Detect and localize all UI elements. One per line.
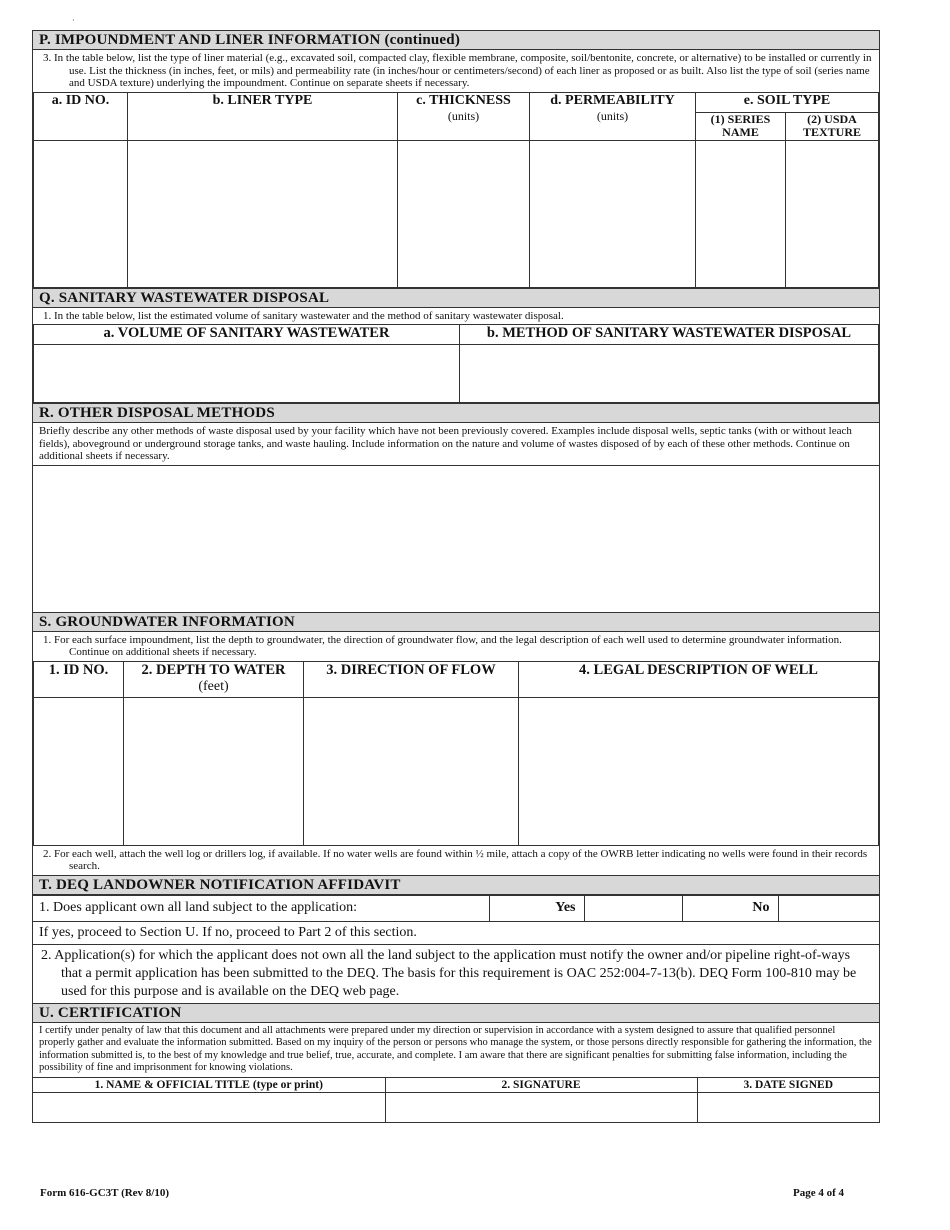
section-t-title: T. DEQ LANDOWNER NOTIFICATION AFFIDAVIT [33, 875, 879, 895]
yes-label: Yes [489, 895, 584, 921]
col-signature: 2. SIGNATURE [385, 1077, 697, 1092]
col-thickness [398, 92, 530, 140]
col-id-no: a. ID NO. [34, 92, 128, 140]
landowner-table [33, 895, 879, 922]
liner-permeability-cell[interactable] [530, 140, 696, 287]
section-t-part2: 2. Application(s) for which the applicant does not own all the land subject to the application must notify the owner and/or pipeline right-of-ways that a permit application has been submitted to the DEQ. The basis for this requirement is OAC 252:004-7-13(b). DEQ Form 100-810 may be used for this purpose and is available on the DEQ web page. [41, 947, 857, 999]
groundwater-row [34, 697, 879, 845]
col-liner-type: b. LINER TYPE [128, 92, 398, 140]
date-signed-field[interactable] [697, 1092, 879, 1122]
section-q-title: Q. SANITARY WASTEWATER DISPOSAL [33, 288, 879, 308]
sanitary-table [33, 324, 879, 403]
soil-texture-cell[interactable] [786, 140, 879, 287]
signature-field[interactable] [385, 1092, 697, 1122]
gw-depth-cell[interactable] [124, 697, 304, 845]
scan-mark: · [72, 16, 75, 25]
section-s-instruction: 1. For each surface impoundment, list the depth to groundwater, the direction of groundwater flow, and the legal description of each well used to determine groundwater information. Continue on additional sheets if necessary. [43, 633, 842, 658]
col-depth [124, 661, 304, 697]
col-depth-units: (feet) [198, 678, 229, 694]
section-q-instruction: 1. In the table below, list the estimated volume of sanitary wastewater and the method of sanitary wastewater disposal. [43, 309, 564, 322]
certification-table [33, 1077, 879, 1123]
section-s-title: S. GROUNDWATER INFORMATION [33, 612, 879, 632]
section-p-title: P. IMPOUNDMENT AND LINER INFORMATION (continued) [33, 31, 879, 50]
certification-statement: I certify under penalty of law that this document and all attachments were prepared under my direction or supervision in accordance with a system designed to assure that qualified personnel properly gather and evaluate the information submitted. Based on my inquiry of the person or persons who manage the system, or those persons directly responsible for gathering the information, the information submitted is, to the best of my knowledge and true belief, true, accurate, and complete. I am aware that there are significant penalties for submitting false information, including the possibility of fine and imprisonment for knowing violations. [39, 1024, 872, 1073]
no-box[interactable] [778, 895, 879, 921]
section-s-note: 2. For each well, attach the well log or drillers log, if available. If no water wells are found within ½ mile, attach a copy of the OWRB letter indicating no wells were found in their records search. [43, 847, 868, 872]
gw-id-cell[interactable] [34, 697, 124, 845]
col-thickness-label: c. THICKNESS [416, 92, 511, 108]
col-gw-id: 1. ID NO. [34, 661, 124, 697]
groundwater-table [33, 661, 879, 846]
col-volume: a. VOLUME OF SANITARY WASTEWATER [34, 325, 460, 345]
section-p-instruction: 3. In the table below, list the type of liner material (e.g., excavated soil, compacted clay, flexible membrane, composite, soil/bentonite, concrete, or alternative) to be installed or currently in use. List the thickness (in inches, feet, or mils) and permeability rate (in inches/hour or centimeters/second) of each liner as proposed or as built. Also list the type of soil (series name and USDA texture) underlying the impoundment. Continue on separate sheets if necessary. [43, 52, 872, 89]
volume-cell[interactable] [34, 345, 460, 403]
name-title-field[interactable] [33, 1092, 385, 1122]
form-body [32, 30, 880, 1123]
other-methods-area[interactable] [33, 466, 879, 612]
col-method: b. METHOD OF SANITARY WASTEWATER DISPOSAL [460, 325, 879, 345]
col-soil-type: e. SOIL TYPE [696, 92, 879, 112]
liner-id-cell[interactable] [34, 140, 128, 287]
col-name-title: 1. NAME & OFFICIAL TITLE (type or print) [33, 1077, 385, 1092]
yes-box[interactable] [584, 895, 682, 921]
liner-thickness-cell[interactable] [398, 140, 530, 287]
gw-direction-cell[interactable] [304, 697, 519, 845]
col-permeability-units: (units) [596, 108, 629, 123]
col-depth-label: 2. DEPTH TO WATER [141, 661, 286, 678]
col-permeability [530, 92, 696, 140]
section-r-title: R. OTHER DISPOSAL METHODS [33, 403, 879, 423]
col-thickness-units: (units) [447, 108, 480, 123]
section-t-followup: If yes, proceed to Section U. If no, proceed to Part 2 of this section. [33, 922, 879, 945]
gw-legal-cell[interactable] [519, 697, 879, 845]
col-permeability-label: d. PERMEABILITY [550, 92, 675, 108]
col-date-signed: 3. DATE SIGNED [697, 1077, 879, 1092]
page-number: Page 4 of 4 [792, 1187, 844, 1199]
own-land-question: 1. Does applicant own all land subject to the application: [33, 895, 489, 921]
section-u-title: U. CERTIFICATION [33, 1003, 879, 1023]
col-direction: 3. DIRECTION OF FLOW [304, 661, 519, 697]
section-r-instruction: Briefly describe any other methods of waste disposal used by your facility which have not been previously covered. Examples include disposal wells, septic tanks (with or without leach fields), aboveground or underground storage tanks, and waste hauling. Include information on the nature and volume of wastes disposed of by each of these other methods. Continue on additional sheets if necessary. [33, 423, 879, 466]
col-series-name: (1) SERIES NAME [696, 112, 786, 140]
col-legal-desc: 4. LEGAL DESCRIPTION OF WELL [519, 661, 879, 697]
method-cell[interactable] [460, 345, 879, 403]
col-usda-texture: (2) USDA TEXTURE [786, 112, 879, 140]
soil-series-cell[interactable] [696, 140, 786, 287]
no-label: No [682, 895, 778, 921]
liner-table [33, 92, 879, 288]
form-number: Form 616-GC3T (Rev 8/10) [40, 1187, 170, 1199]
liner-type-cell[interactable] [128, 140, 398, 287]
liner-row [34, 140, 879, 287]
